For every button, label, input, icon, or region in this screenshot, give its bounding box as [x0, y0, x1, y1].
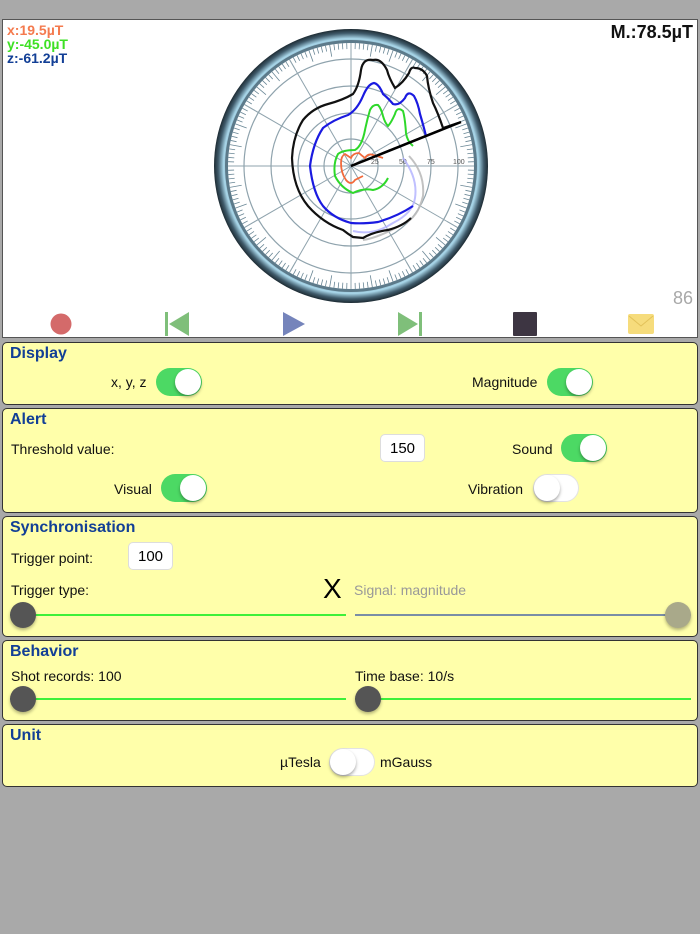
record-button[interactable]: [47, 310, 75, 338]
vibration-label: Vibration: [468, 481, 524, 497]
unit-toggle[interactable]: [329, 748, 375, 776]
behavior-panel: [2, 640, 698, 721]
shot-records-slider[interactable]: [10, 686, 346, 712]
compass-panel: [2, 19, 698, 338]
threshold-label: Threshold value:: [11, 441, 115, 457]
xyz-label: x, y, z: [111, 374, 147, 390]
vibration-toggle[interactable]: [533, 474, 579, 502]
mgauss-label: mGauss: [380, 754, 433, 770]
trigger-type-slider[interactable]: [10, 602, 346, 628]
visual-toggle[interactable]: [161, 474, 207, 502]
unit-panel: [2, 724, 698, 787]
alert-panel: [2, 408, 698, 513]
record-icon: [50, 313, 72, 335]
utesla-label: µTesla: [280, 754, 321, 770]
signal-label: Signal: magnitude: [354, 582, 467, 598]
playback-toolbar: [3, 306, 699, 338]
svg-text:50: 50: [399, 159, 407, 166]
envelope-icon: [628, 314, 654, 334]
svg-text:25: 25: [371, 159, 379, 166]
shot-records-label: Shot records: 100: [11, 668, 122, 684]
trigger-point-label: Trigger point:: [11, 550, 93, 566]
signal-slider[interactable]: [355, 602, 691, 628]
magnitude-readout: M.:78.5µT: [610, 22, 693, 42]
visual-label: Visual: [114, 481, 152, 497]
email-button[interactable]: [627, 310, 655, 338]
synchronisation-title: Synchronisation: [10, 519, 136, 536]
skip-back-button[interactable]: [163, 310, 191, 338]
clear-trigger-button[interactable]: X: [323, 573, 342, 604]
display-title: Display: [10, 345, 67, 362]
skip-back-icon: [164, 311, 190, 337]
stop-button[interactable]: [511, 310, 539, 338]
play-button[interactable]: [280, 310, 308, 338]
svg-text:100: 100: [453, 159, 465, 166]
polar-compass-plot: [213, 28, 489, 304]
trigger-point-input[interactable]: 100: [128, 542, 173, 570]
unit-title: Unit: [10, 727, 42, 744]
time-base-label: Time base: 10/s: [355, 668, 455, 684]
threshold-input[interactable]: 150: [380, 434, 425, 462]
trigger-type-label: Trigger type:: [11, 582, 90, 598]
magnitude-label: Magnitude: [472, 374, 538, 390]
display-panel: [2, 342, 698, 405]
behavior-title: Behavior: [10, 643, 79, 660]
play-icon: [282, 311, 306, 337]
magnitude-toggle[interactable]: [547, 368, 593, 396]
xyz-toggle[interactable]: [156, 368, 202, 396]
z-readout: z:-61.2µT: [7, 50, 68, 66]
synchronisation-panel: [2, 516, 698, 637]
sample-counter: 86: [672, 288, 693, 308]
sound-toggle[interactable]: [561, 434, 607, 462]
sound-label: Sound: [512, 441, 553, 457]
stop-icon: [513, 312, 537, 336]
alert-title: Alert: [10, 411, 47, 428]
x-readout: x:19.5µT: [7, 22, 64, 38]
time-base-slider[interactable]: [355, 686, 691, 712]
skip-forward-button[interactable]: [396, 310, 424, 338]
svg-text:75: 75: [427, 159, 435, 166]
skip-forward-icon: [397, 311, 423, 337]
y-readout: y:-45.0µT: [7, 36, 68, 52]
